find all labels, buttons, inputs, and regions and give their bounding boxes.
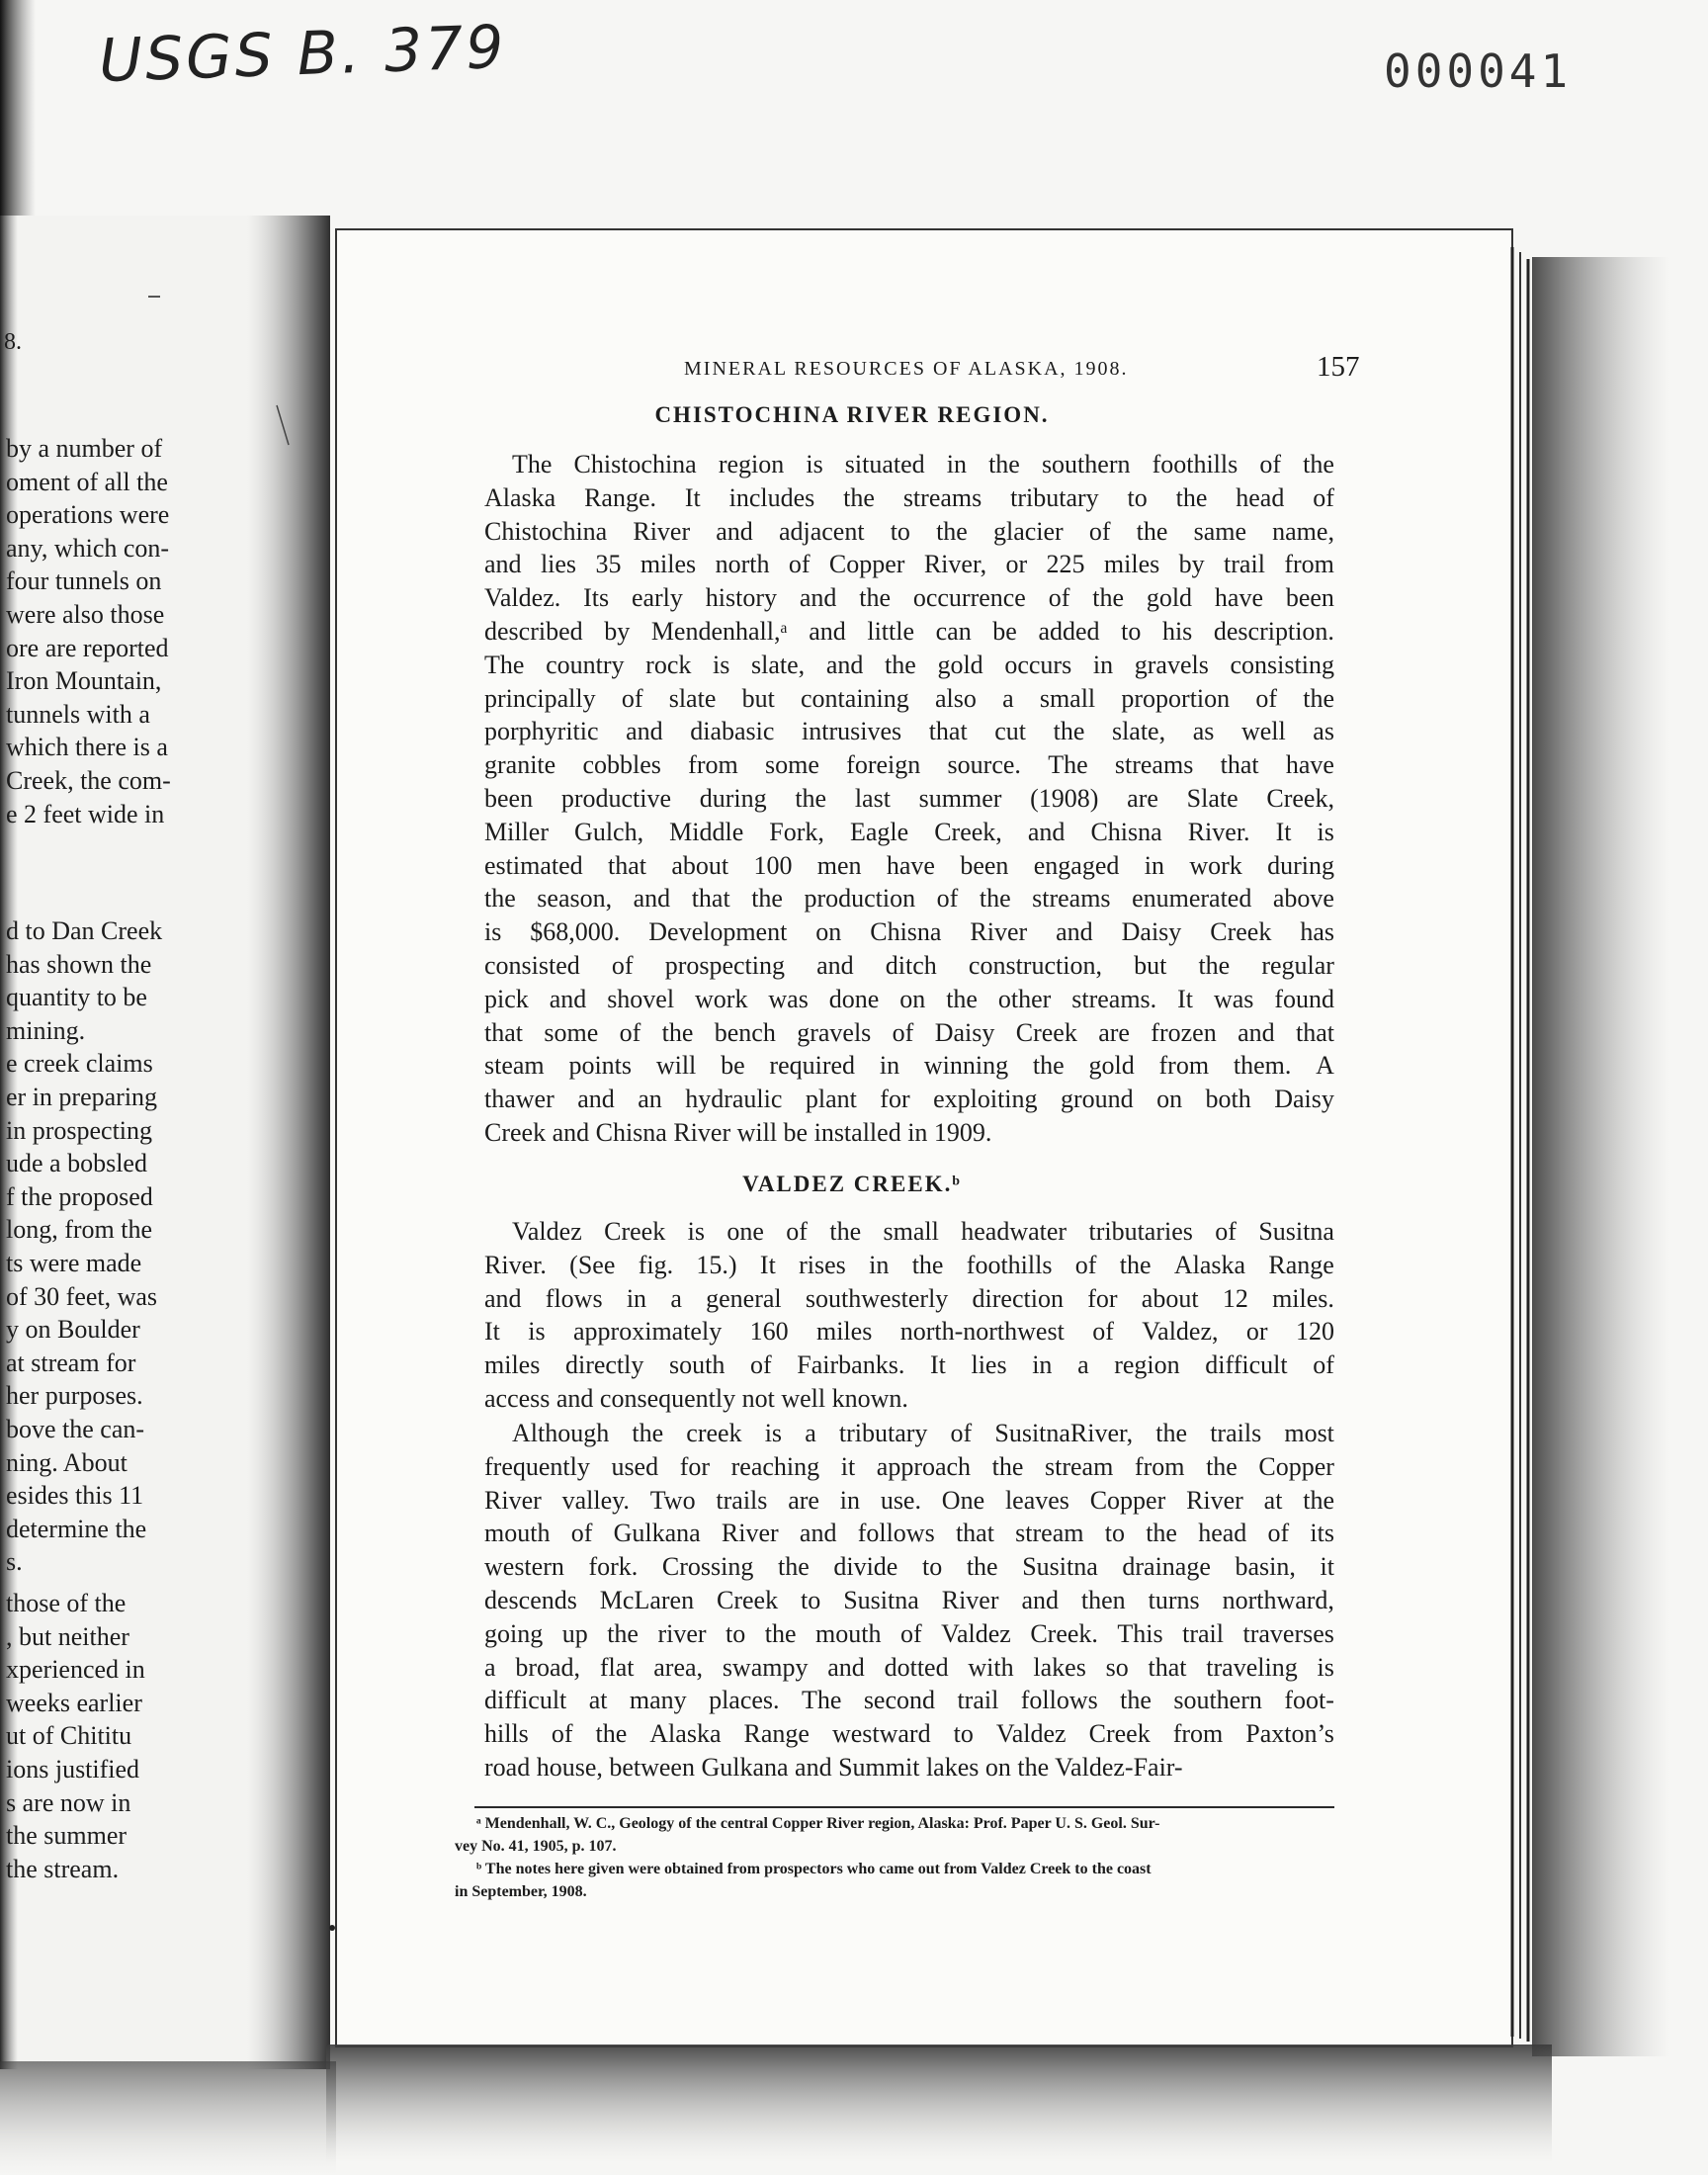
text-line: Although the creek is a tributary of SusitnaRiver, the trails most [512, 1419, 1334, 1447]
footnote-rule [474, 1806, 1334, 1808]
text-line: that some of the bench gravels of Daisy Creek are frozen and that [484, 1017, 1334, 1047]
text-line: the stream. [6, 1854, 120, 1883]
text-line: pick and shovel work was done on the other streams. It was found [484, 984, 1334, 1013]
text-line: River. (See fig. 15.) It rises in the foothills of the Alaska Range [484, 1250, 1334, 1279]
text-line: described by Mendenhall,ᵃ and little can be added to his description. [484, 616, 1334, 646]
text-line: mining. [6, 1015, 86, 1045]
footnote-line: in September, 1908. [455, 1883, 587, 1900]
left-page-block [6, 914, 162, 1579]
text-line: at stream for [6, 1348, 136, 1377]
text-line: determine the [6, 1514, 147, 1543]
text-line: It is approximately 160 miles north-northwest of Valdez, or 120 [484, 1317, 1334, 1347]
text-line: ore are reported [6, 633, 169, 662]
text-line: long, from the [6, 1215, 153, 1245]
text-line: a broad, flat area, swampy and dotted with lakes so that traveling is [484, 1652, 1334, 1682]
text-line: in prospecting [6, 1115, 153, 1145]
text-line: four tunnels on [6, 566, 162, 596]
text-line: Creek and Chisna River will be installed in 1909. [484, 1117, 992, 1147]
text-line: oment of all the [6, 467, 168, 496]
text-line: of 30 feet, was [6, 1281, 158, 1311]
text-line: tunnels with a [6, 699, 150, 729]
text-line: ning. About [6, 1447, 128, 1477]
text-line: principally of slate but containing also a small proportion of the [484, 683, 1334, 713]
text-line: has shown the [6, 949, 152, 979]
page-stamp: 000041 [1384, 44, 1573, 98]
text-line: the season, and that the production of the streams enumerated above [484, 884, 1334, 914]
text-line: road house, between Gulkana and Summit lakes on the Valdez-Fair- [484, 1752, 1183, 1782]
text-line: hills of the Alaska Range westward to Valdez Creek from Paxton’s [484, 1719, 1334, 1749]
text-line: ts were made [6, 1248, 142, 1277]
text-line: consisted of prospecting and ditch construction, but the regular [484, 950, 1334, 980]
text-line: Valdez. Its early history and the occurrence of the gold have been [484, 583, 1334, 613]
text-line: mouth of Gulkana River and follows that stream to the head of its [484, 1519, 1334, 1548]
text-line: the summer [6, 1821, 128, 1851]
section-body-valdez-para1 [484, 1215, 1334, 1416]
section-heading-chistochina: CHISTOCHINA RIVER REGION. [654, 402, 1050, 427]
text-line: Chistochina River and adjacent to the glacier of the same name, [484, 516, 1334, 546]
left-page-fragment [0, 213, 326, 2051]
text-line: Alaska Range. It includes the streams tributary to the head of [484, 482, 1334, 512]
text-line: any, which con- [6, 533, 170, 563]
section-body-valdez-para2 [484, 1417, 1334, 1784]
page-number: 157 [1317, 351, 1360, 383]
text-line: those of the [6, 1589, 127, 1617]
text-line: operations were [6, 500, 170, 530]
left-page-block [6, 432, 171, 830]
text-line: esides this 11 [6, 1481, 144, 1511]
text-line: been productive during the last summer (1908) are Slate Creek, [484, 783, 1334, 813]
text-line: frequently used for reaching it approach the stream from the Copper [484, 1451, 1334, 1481]
text-line: ut of Chititu [6, 1721, 132, 1751]
text-line: steam points will be required in winning the gold from them. A [484, 1051, 1334, 1081]
text-line: The Chistochina region is situated in the southern foothills of the [512, 450, 1334, 478]
text-line: ions justified [6, 1754, 140, 1784]
text-line: ude a bobsled [6, 1149, 147, 1178]
text-line: and flows in a general southwesterly direction for about 12 miles. [484, 1283, 1334, 1313]
text-line: access and consequently not well known. [484, 1383, 908, 1413]
text-line: Iron Mountain, [6, 666, 162, 696]
text-line: and lies 35 miles north of Copper River, or 225 miles by trail from [484, 550, 1334, 579]
text-line: s are now in [6, 1787, 131, 1817]
text-line: which there is a [6, 733, 168, 762]
left-page-number: 8. [4, 329, 22, 355]
text-line: thawer and an hydraulic plant for exploiting ground on both Daisy [484, 1085, 1334, 1114]
section-heading-valdez-creek: VALDEZ CREEK.ᵇ [742, 1172, 962, 1196]
running-head: MINERAL RESOURCES OF ALASKA, 1908. [684, 358, 1129, 380]
text-line: , but neither [6, 1621, 129, 1651]
footnote-line: ᵇ The notes here given were obtained from prospectors who came out from Valdez Creek to the coast [476, 1861, 1152, 1877]
text-line: by a number of [6, 434, 163, 463]
text-line: western fork. Crossing the divide to the Susitna drainage basin, it [484, 1552, 1334, 1582]
text-line: estimated that about 100 men have been engaged in work during [484, 850, 1334, 880]
text-line: going up the river to the mouth of Valdez Creek. This trail traverses [484, 1618, 1334, 1648]
text-line: e creek claims [6, 1049, 153, 1079]
text-line: y on Boulder [6, 1315, 140, 1345]
text-line: descends McLaren Creek to Susitna River and then turns northward, [484, 1585, 1334, 1614]
text-line: quantity to be [6, 983, 147, 1012]
book-page [358, 232, 1494, 2037]
text-line: e 2 feet wide in [6, 799, 165, 828]
footnote-line: ᵃ Mendenhall, W. C., Geology of the central Copper River region, Alaska: Prof. Paper U. S. Geol. Sur- [476, 1815, 1160, 1832]
text-line: s. [6, 1547, 23, 1577]
footnote-line: vey No. 41, 1905, p. 107. [455, 1838, 617, 1855]
text-line: weeks earlier [6, 1688, 142, 1717]
text-line: Valdez Creek is one of the small headwater tributaries of Susitna [512, 1217, 1334, 1246]
text-line: Creek, the com- [6, 765, 171, 795]
text-line: granite cobbles from some foreign source. The streams that have [484, 750, 1334, 780]
handwritten-note: USGS B. 379 [97, 12, 508, 97]
text-line: Miller Gulch, Middle Fork, Eagle Creek, and Chisna River. It is [484, 817, 1334, 846]
text-line: is $68,000. Development on Chisna River and Daisy Creek has [484, 917, 1334, 947]
text-line: her purposes. [6, 1381, 143, 1411]
left-page-block [6, 1587, 145, 1885]
footnotes [455, 1812, 1334, 1903]
text-line: were also those [6, 599, 165, 629]
text-line: The country rock is slate, and the gold occurs in gravels consisting [484, 650, 1334, 679]
text-line: er in preparing [6, 1082, 158, 1111]
text-line: River valley. Two trails are in use. One leaves Copper River at the [484, 1485, 1334, 1515]
text-line: miles directly south of Fairbanks. It lies in a region difficult of [484, 1350, 1334, 1380]
text-line: d to Dan Creek [6, 916, 163, 945]
text-line: porphyritic and diabasic intrusives that cut the slate, as well as [484, 717, 1334, 746]
section-body-chistochina [484, 448, 1334, 1150]
text-line: bove the can- [6, 1414, 145, 1443]
text-line: f the proposed [6, 1181, 153, 1211]
text-line: xperienced in [6, 1655, 145, 1685]
text-line: difficult at many places. The second trail follows the southern foot- [484, 1686, 1334, 1715]
